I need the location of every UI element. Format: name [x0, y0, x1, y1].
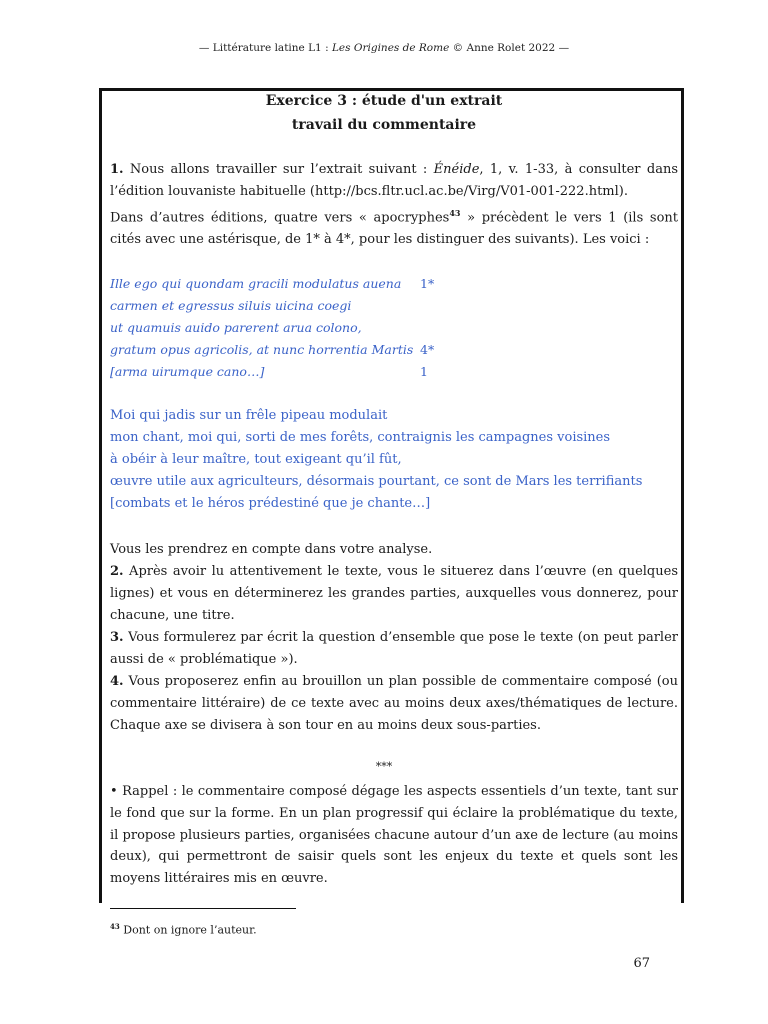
question-1-work-title: Énéide: [433, 162, 480, 177]
latin-verse: Ille ego qui quondam gracili modulatus auena: [110, 276, 402, 291]
question-1-number: 1.: [110, 162, 124, 177]
question-2-number: 2.: [110, 564, 124, 579]
rappel-paragraph: • Rappel : le commentaire composé dégage les aspects essentiels d’un texte, tant sur le fond que sur la forme. En un plan progressif qui éclaire la problématique du texte, il propose plusieurs parties, organisées chacune autour d’un axe de lecture (au moins deux), qui permettront de saisir quels sont les enjeux du texte et quels sont les moyens littéraires mis en œuvre.: [110, 784, 678, 887]
question-4-text: Vous proposerez enfin au brouillon un plan possible de commentaire composé (ou commentaire littéraire) de ce texte avec au moins deux axes/thématiques de lecture. Chaque axe se divisera à son tour en au moins deux sous-parties.: [110, 674, 678, 733]
footnote-ref: 43: [449, 207, 461, 218]
translation-line: mon chant, moi qui, sorti de mes forêts, contraignis les campagnes voisines: [110, 430, 611, 445]
page-number: 67: [633, 956, 650, 971]
question-2: [110, 561, 678, 626]
footnote-number: 43: [110, 922, 120, 931]
question-1: [110, 159, 678, 251]
latin-verse: [arma uirumque cano…]: [110, 364, 265, 379]
running-header: [0, 42, 768, 54]
latin-verse: carmen et egressus siluis uicina coegi: [110, 298, 352, 313]
header-italic-title: Les Origines de Rome: [331, 42, 450, 54]
latin-verse: gratum opus agricolis, at nunc horrentia Martis: [110, 342, 414, 357]
section-separator: ***: [375, 760, 393, 773]
question-1-text-c: Dans d’autres éditions, quatre vers « apocryphes: [110, 209, 450, 225]
latin-verse: ut quamuis auido parerent arua colono,: [110, 320, 362, 335]
latin-verse-number: 4*: [420, 342, 435, 357]
question-4: [110, 671, 678, 736]
analysis-note: Vous les prendrez en compte dans votre analyse.: [110, 542, 433, 557]
exercise-subtitle: travail du commentaire: [291, 117, 477, 133]
question-3-text: Vous formulerez par écrit la question d’ensemble que pose le texte (on peut parler aussi de « problématique »).: [110, 630, 678, 667]
latin-verse-number: 1*: [420, 276, 435, 291]
translation-line: à obéir à leur maître, tout exigeant qu’il fût,: [110, 452, 402, 467]
exercise-title: Exercice 3 : étude d'un extrait: [265, 93, 503, 109]
question-1-text-a: Nous allons travailler sur l’extrait suivant :: [123, 162, 434, 177]
question-2-text: Après avoir lu attentivement le texte, vous le situerez dans l’œuvre (en quelques lignes) et vous en déterminerez les grandes parties, auxquelles vous donnerez, pour chacune, une titre.: [110, 564, 678, 623]
header-prefix: — Littérature latine L1 :: [198, 42, 332, 54]
translation-line: Moi qui jadis sur un frêle pipeau modulait: [110, 408, 388, 423]
header-suffix: © Anne Rolet 2022 —: [449, 42, 570, 54]
footnote-text: Dont on ignore l’auteur.: [119, 923, 257, 937]
translation-line: [combats et le héros prédestiné que je chante…]: [110, 496, 431, 511]
footnote: [110, 922, 257, 937]
latin-verse-number: 1: [420, 364, 428, 379]
footnote-rule: [110, 908, 296, 909]
question-1-text-d: » précèdent le vers 1 (ils sont cités avec une astérisque, de 1* à 4*, pour les distinguer des suivants). Les voici :: [110, 209, 678, 247]
question-3: [110, 627, 678, 671]
translation-line: œuvre utile aux agriculteurs, désormais pourtant, ce sont de Mars les terrifiants: [110, 474, 643, 489]
question-4-number: 4.: [110, 674, 124, 689]
question-3-number: 3.: [110, 630, 124, 645]
question-1-text-b: , 1, v. 1-33, à consulter dans l’édition louvaniste habituelle (http://bcs.fltr.ucl.ac.be/Virg/V01-001-222.html).: [110, 162, 678, 199]
